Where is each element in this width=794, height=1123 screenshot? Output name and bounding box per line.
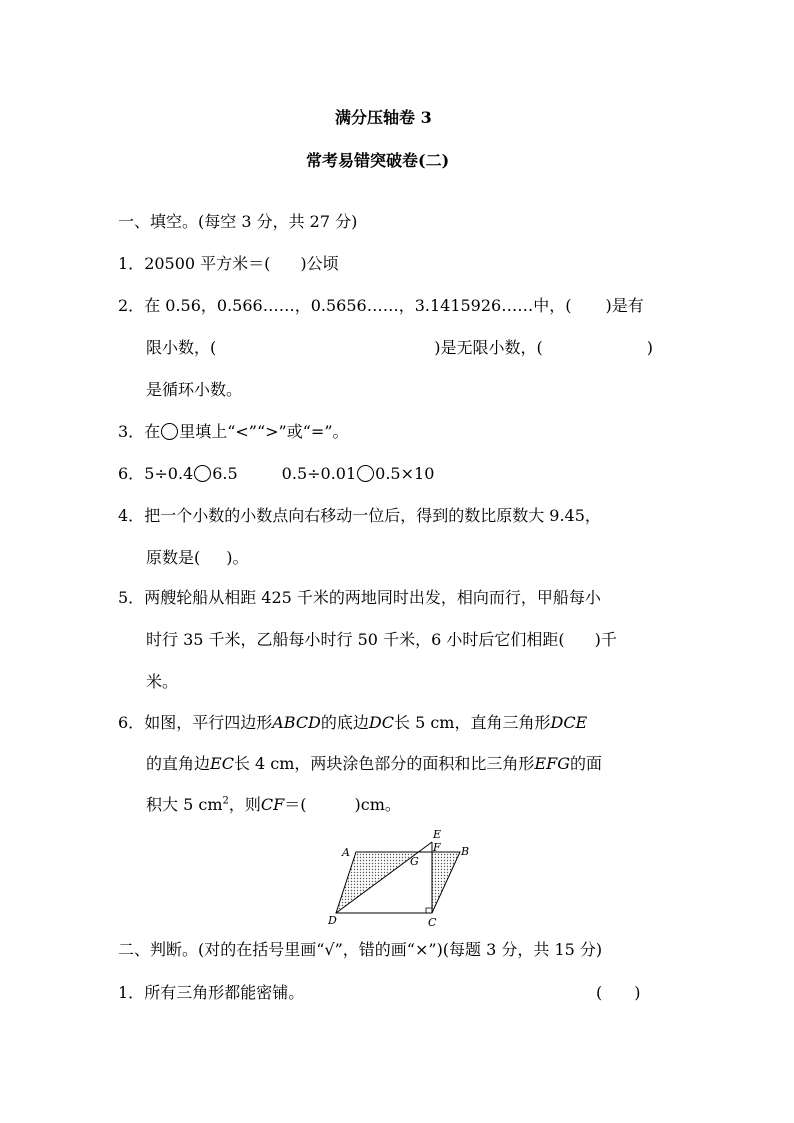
page-subtitle: 常考易错突破卷(二) [306,151,450,170]
question-number: 5． [118,588,145,607]
question-number: 6． [118,464,145,483]
expression: 0.5÷0.01 [281,464,357,483]
page-title: 满分压轴卷 3 [335,108,432,127]
question-number: 3． [118,422,145,441]
question-text: 长 4 cm，两块涂色部分的面积和比三角形 [233,754,535,773]
question-3 [118,422,349,442]
question-4-line-1 [118,506,601,526]
question-4-line-2 [146,548,249,568]
question-1 [118,254,339,274]
math-var: ABCD [272,713,321,732]
circle-blank-icon [161,423,178,440]
question-text: )是无限小数，( [434,338,543,357]
math-var: CF [260,795,285,814]
question-text: 时行 35 千米，乙船每小时行 50 千米，6 小时后它们相距( [146,630,565,649]
right-angle-mark [426,908,432,913]
question-text: ＝( [284,795,307,814]
question-text: ) [646,338,653,357]
question-text: 长 5 cm，直角三角形 [393,713,551,732]
expression: 6.5 [212,464,238,483]
judge-question-1 [118,983,304,1003]
question-text: 把一个小数的小数点向右移动一位后，得到的数比原数大 9.45， [144,506,601,525]
question-2-line-1 [118,296,644,316]
parallelogram-figure [320,826,480,928]
question-text: 的底边 [320,713,369,732]
question-text: ，则 [228,795,261,814]
question-text: )。 [226,548,249,567]
section1-heading: 一、填空。(每空 3 分，共 27 分) [118,212,358,231]
question-number: 1． [118,983,145,1002]
label-f: F [433,841,441,854]
question-text: 的面 [570,754,603,773]
label-d: D [328,914,337,927]
question-5-line-1 [118,588,601,608]
label-b: B [461,845,470,858]
question-text: )是有 [605,296,644,315]
label-c: C [428,916,437,928]
question-text: 在 [144,422,161,441]
question-5-line-2 [146,630,617,650]
question-6-line-1 [118,713,587,733]
question-text: )公顷 [300,254,339,273]
question-2-line-2 [146,338,653,358]
question-text: 积大 5 cm [146,795,223,814]
question-number: 2． [118,296,145,315]
question-text: 里填上“<”“>”或“=”。 [179,422,349,441]
expression: 0.5×10 [375,464,435,483]
math-var: EFG [534,754,570,773]
label-e: E [433,828,442,841]
question-number: 4． [118,506,145,525]
question-text: )千 [594,630,617,649]
question-5-line-3: 米。 [146,672,179,691]
compare-circle-icon[interactable] [357,465,374,482]
question-3-sub [118,464,434,484]
question-6-line-3 [146,795,401,815]
superscript: 2 [222,795,229,807]
question-text: 的直角边 [146,754,211,773]
compare-circle-icon[interactable] [194,465,211,482]
expression: 5÷0.4 [144,464,194,483]
answer-paren[interactable]: ( ) [596,983,641,1002]
question-text: 两艘轮船从相距 425 千米的两地同时出发，相向而行，甲船每小 [144,588,601,607]
question-text: 20500 平方米＝( [144,254,271,273]
question-text: )cm。 [354,795,401,814]
question-2-line-3: 是循环小数。 [146,380,243,399]
label-a: A [342,846,350,859]
question-text: 如图，平行四边形 [144,713,273,732]
question-text: 所有三角形都能密铺。 [144,983,305,1002]
label-g: G [410,855,419,868]
section2-heading: 二、判断。(对的在括号里画“√”，错的画“×”)(每题 3 分，共 15 分) [118,940,603,959]
question-6-line-2 [146,754,602,774]
math-var: DC [368,713,394,732]
question-text: 原数是( [146,548,201,567]
question-text: 在 0.56，0.566……，0.5656……，3.1415926……中，( [144,296,572,315]
question-number: 1． [118,254,145,273]
question-number: 6． [118,713,145,732]
math-var: EC [210,754,234,773]
question-text: 限小数，( [146,338,217,357]
math-var: DCE [550,713,588,732]
